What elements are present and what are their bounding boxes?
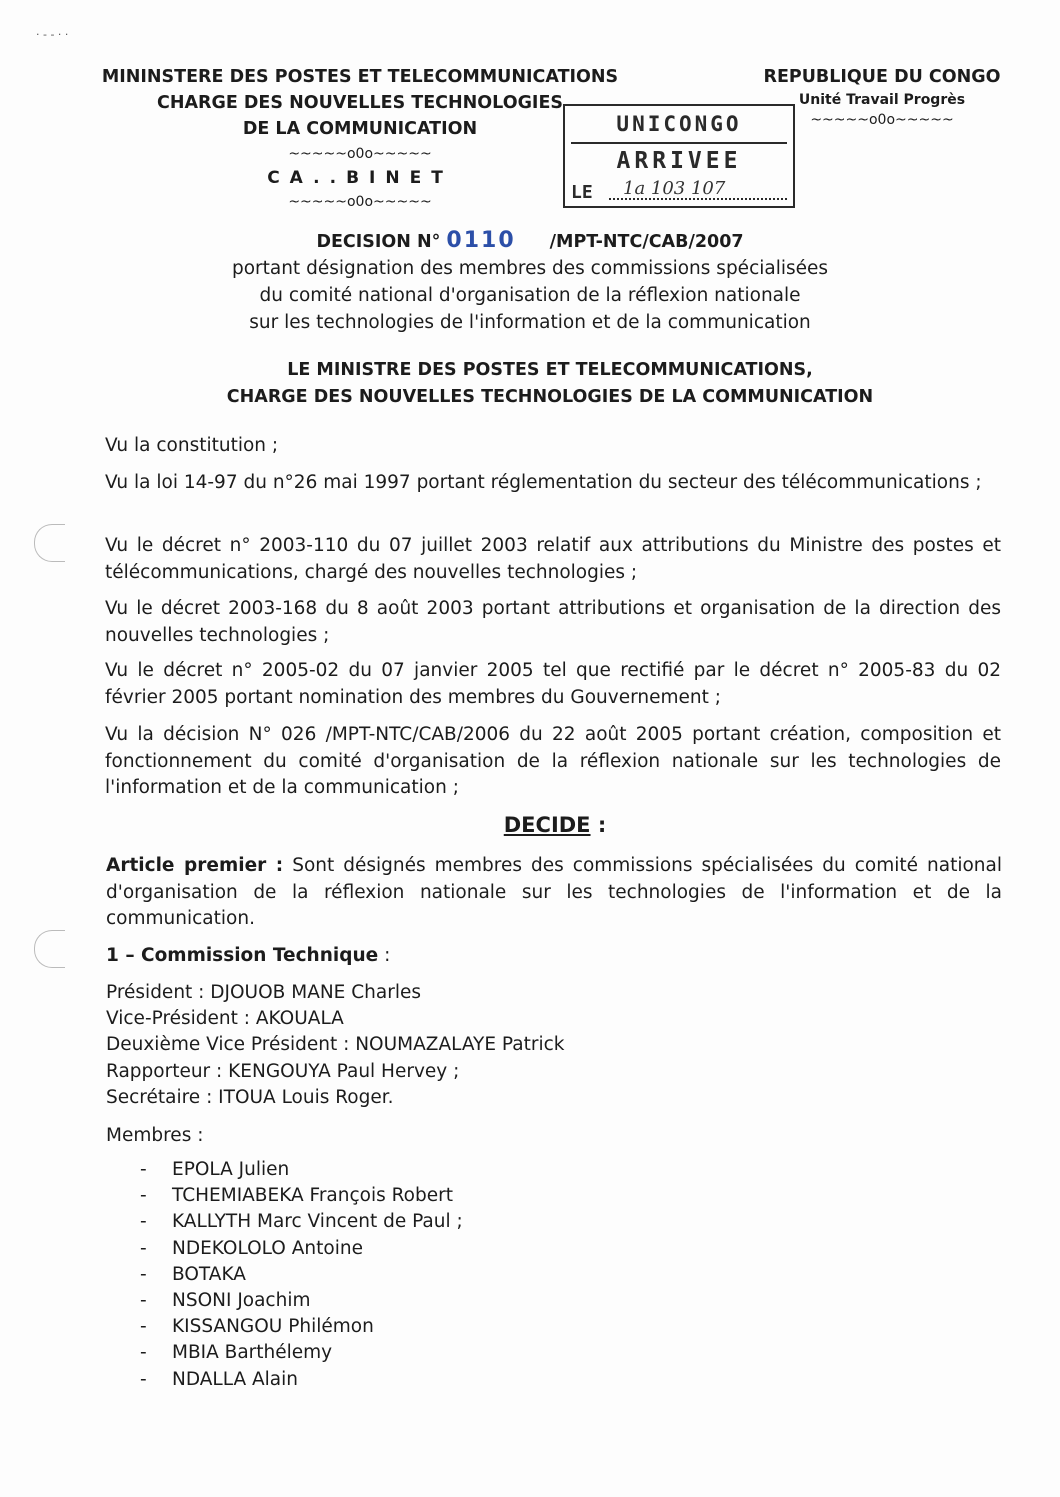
- list-dash: -: [140, 1211, 147, 1233]
- consideration-paragraph: Vu le décret n° 2005-02 du 07 janvier 2005 tel que rectifié par le décret n° 2005-83 du 02 février 2005 portant nomination des membres du Gouvernement ;: [105, 660, 1001, 708]
- member-name: EPOLA Julien: [172, 1159, 290, 1180]
- consideration-paragraph: Vu la constitution ;: [105, 435, 279, 456]
- subtitle-line: sur les technologies de l'information et de la communication: [249, 312, 811, 333]
- role-second-vice-president: Deuxième Vice Président : NOUMAZALAYE Patrick: [106, 1034, 565, 1056]
- decision-suffix: /MPT-NTC/CAB/2007: [549, 232, 744, 252]
- list-item: [140, 1340, 463, 1366]
- list-item: [140, 1236, 463, 1262]
- list-item: [140, 1183, 463, 1209]
- member-name: TCHEMIABEKA François Robert: [172, 1185, 453, 1207]
- consideration-paragraph: Vu la loi 14-97 du n°26 mai 1997 portant réglementation du secteur des télécommunications ;: [105, 472, 982, 493]
- stamp-date-handwritten: 1a 103 107: [623, 178, 726, 199]
- cabinet-label: CA..BINET: [267, 168, 453, 188]
- ministry-line-2: CHARGE DES NOUVELLES TECHNOLOGIES: [156, 93, 564, 113]
- decide-colon: :: [590, 813, 607, 837]
- list-item: [140, 1157, 463, 1183]
- stamp-divider: [571, 142, 787, 144]
- republic-separator: ~~~~~o0o~~~~~: [810, 112, 954, 128]
- member-name: NDEKOLOLO Antoine: [172, 1237, 363, 1259]
- minister-line-2: CHARGE DES NOUVELLES TECHNOLOGIES DE LA COMMUNICATION: [226, 387, 874, 407]
- list-dash: -: [140, 1368, 147, 1390]
- role-vice-president: Vice-Président : AKOUALA: [106, 1008, 344, 1030]
- decision-number-stamp: 0110: [446, 228, 516, 253]
- consideration-paragraph: Vu le décret n° 2003-110 du 07 juillet 2003 relatif aux attributions du Ministre des postes et télécommunications, chargé des nouvelles technologies ;: [105, 535, 1001, 583]
- arrival-stamp: [563, 104, 795, 208]
- decision-subtitle: [120, 255, 940, 336]
- corner-mark: · - - · ·: [36, 28, 69, 41]
- commission-heading: [106, 942, 390, 969]
- commission-roles: [106, 980, 564, 1111]
- stamp-date-label: LE: [571, 182, 593, 203]
- list-item: [140, 1288, 463, 1314]
- ministry-line-1: MININSTERE DES POSTES ET TELECOMMUNICATIONS: [101, 67, 619, 87]
- decide-word: DECIDE: [503, 813, 591, 837]
- article-label: Article premier :: [106, 855, 284, 876]
- list-dash: -: [140, 1159, 147, 1180]
- members-list: [140, 1157, 463, 1393]
- list-dash: -: [140, 1263, 147, 1285]
- stamp-status: ARRIVEE: [616, 148, 742, 174]
- member-name: BOTAKA: [172, 1263, 246, 1285]
- decide-heading: [0, 813, 1060, 837]
- country-motto: Unité Travail Progrès: [798, 92, 966, 108]
- member-name: NSONI Joachim: [172, 1290, 311, 1312]
- ministry-separator-1: ~~~~~o0o~~~~~: [288, 146, 432, 162]
- ministry-separator-2: ~~~~~o0o~~~~~: [288, 194, 432, 210]
- list-dash: -: [140, 1342, 147, 1364]
- punch-hole-mark: [34, 930, 65, 968]
- minister-line-1: LE MINISTRE DES POSTES ET TELECOMMUNICATIONS,: [287, 360, 813, 380]
- list-item: [140, 1262, 463, 1288]
- list-item: [140, 1314, 463, 1340]
- role-rapporteur: Rapporteur : KENGOUYA Paul Hervey ;: [106, 1060, 460, 1082]
- role-secretary: Secrétaire : ITOUA Louis Roger.: [106, 1086, 394, 1108]
- decision-prefix: DECISION N°: [316, 232, 441, 252]
- commission-colon: :: [378, 945, 391, 966]
- list-item: [140, 1367, 463, 1393]
- punch-hole-mark: [34, 524, 65, 562]
- subtitle-line: du comité national d'organisation de la réflexion nationale: [259, 285, 801, 306]
- stamp-org: UNICONGO: [616, 112, 742, 136]
- list-item: [140, 1209, 463, 1235]
- list-dash: -: [140, 1316, 147, 1338]
- member-name: KISSANGOU Philémon: [172, 1316, 374, 1338]
- article-premier: [106, 853, 1002, 933]
- list-dash: -: [140, 1237, 147, 1259]
- consideration-paragraph: Vu le décret 2003-168 du 8 août 2003 portant attributions et organisation de la direction des nouvelles technologies ;: [105, 598, 1001, 646]
- minister-title: [100, 357, 1000, 411]
- member-name: KALLYTH Marc Vincent de Paul ;: [172, 1211, 463, 1233]
- ministry-header: [100, 64, 620, 214]
- decision-title: [0, 228, 1060, 255]
- members-label: Membres :: [106, 1125, 204, 1146]
- member-name: MBIA Barthélemy: [172, 1342, 333, 1364]
- subtitle-line: portant désignation des membres des commissions spécialisées: [231, 258, 829, 279]
- article-text: Sont désignés membres des commissions spécialisées du comité national d'organisation de la réflexion nationale sur les technologies de l'information et de la communication.: [106, 855, 1002, 929]
- consideration-paragraph: Vu la décision N° 026 /MPT-NTC/CAB/2006 du 22 août 2005 portant création, composition et fonctionnement du comité d'organisation de la réflexion nationale sur les technologies de l'information et de la communication ;: [105, 724, 1001, 798]
- stamp-date-dots: [609, 198, 787, 200]
- ministry-line-3: DE LA COMMUNICATION: [242, 119, 478, 139]
- commission-title: 1 – Commission Technique: [106, 945, 379, 966]
- country-name: REPUBLIQUE DU CONGO: [763, 67, 1001, 87]
- list-dash: -: [140, 1290, 147, 1312]
- role-president: Président : DJOUOB MANE Charles: [106, 982, 421, 1003]
- list-dash: -: [140, 1185, 147, 1207]
- member-name: NDALLA Alain: [172, 1368, 298, 1390]
